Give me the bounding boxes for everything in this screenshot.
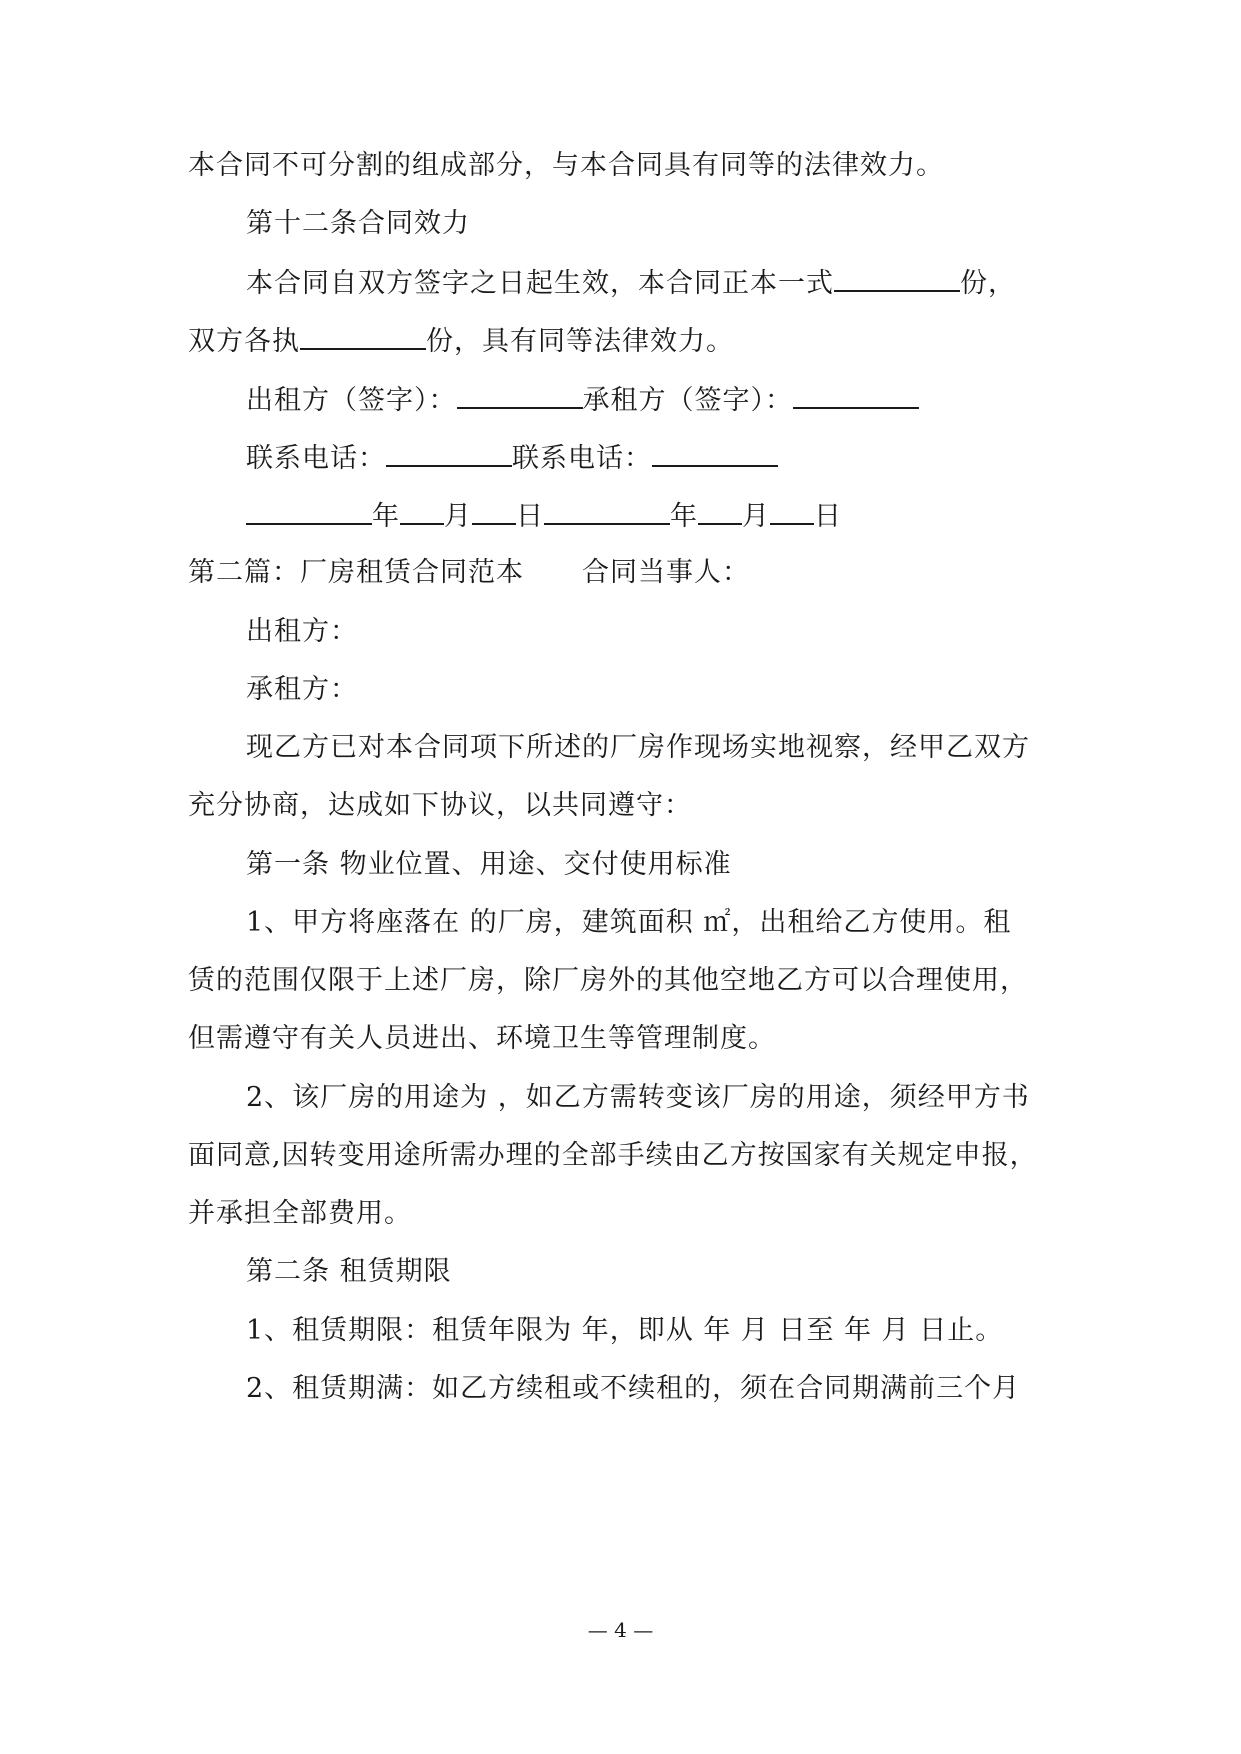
blank-field [386,439,512,467]
paragraph-line: 面同意,因转变用途所需办理的全部手续由乙方按国家有关规定申报， [188,1140,1038,1171]
blank-field [793,381,919,409]
paragraph-line: 但需遵守有关人员进出、环境卫生等管理制度。 [188,1023,776,1054]
section-heading: 第二篇：厂房租赁合同范本 合同当事人： [188,557,750,588]
paragraph-line: 本合同自双方签字之日起生效，本合同正本一式 份， [246,264,1016,302]
article-heading: 第十二条合同效力 [246,208,470,239]
blank-field [246,497,372,525]
date-line: 年 月 日 年 月 日 [246,497,842,535]
paragraph-line: 2、租赁期满：如乙方续租或不续租的，须在合同期满前三个月 [246,1373,1021,1404]
blank-field [698,497,742,525]
blank-field [457,381,583,409]
blank-field [544,497,670,525]
blank-field [300,322,426,350]
blank-field [472,497,516,525]
paragraph-line: 1、租赁期限：租赁年限为 年，即从 年 月 日至 年 月 日止。 [246,1315,1004,1346]
party-line: 承租方： [246,674,358,705]
paragraph-line: 充分协商，达成如下协议，以共同遵守： [188,790,692,821]
article-heading: 第二条 租赁期限 [246,1256,452,1287]
article-heading: 第一条 物业位置、用途、交付使用标准 [246,849,732,880]
blank-field [400,497,444,525]
paragraph-line: 1、甲方将座落在 的厂房，建筑面积 ㎡，出租给乙方使用。租 [246,907,1012,938]
paragraph-line: 双方各执 份，具有同等法律效力。 [188,322,734,360]
paragraph-line: 现乙方已对本合同项下所述的厂房作现场实地视察，经甲乙双方 [246,732,1030,763]
paragraph-line: 并承担全部费用。 [188,1198,412,1229]
blank-field [770,497,814,525]
paragraph-line: 赁的范围仅限于上述厂房，除厂房外的其他空地乙方可以合理使用， [188,965,1028,996]
blank-field [834,264,960,292]
paragraph-line: 2、该厂房的用途为 ，如乙方需转变该厂房的用途，须经甲方书 [246,1082,1030,1113]
phone-line: 联系电话： 联系电话： [246,439,778,477]
paragraph-line: 本合同不可分割的组成部分，与本合同具有同等的法律效力。 [188,150,944,181]
blank-field [652,439,778,467]
page-number: — 4 — [587,1618,654,1642]
party-line: 出租方： [246,616,358,647]
signature-line: 出租方（签字）： 承租方（签字）： [246,381,919,419]
